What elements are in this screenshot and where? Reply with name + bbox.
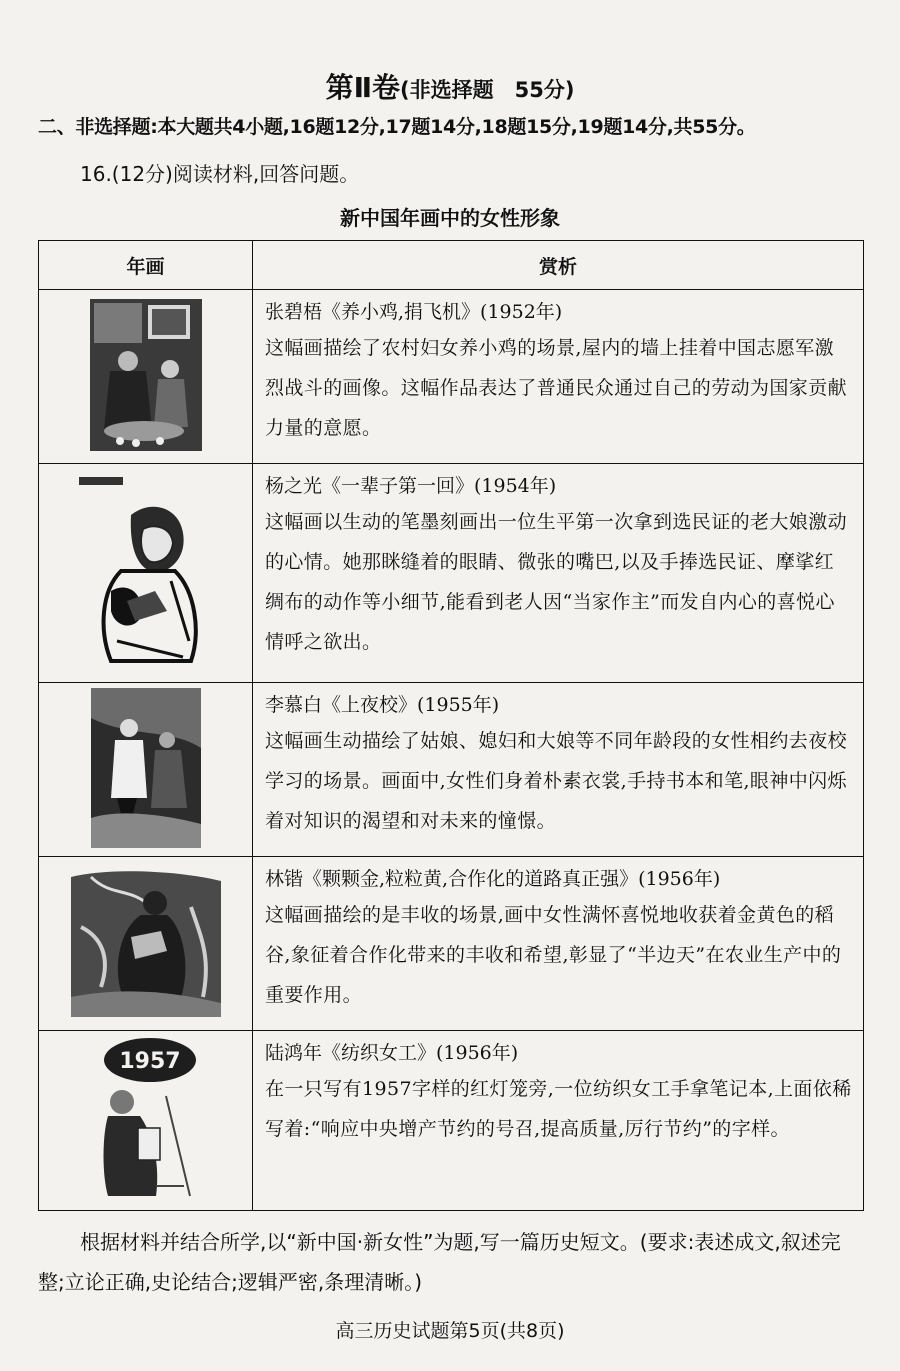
lantern-text: 1957 — [118, 1048, 181, 1074]
painting-image — [90, 299, 202, 451]
work-description: 这幅画描绘了农村妇女养小鸡的场景,屋内的墙上挂着中国志愿军激烈战斗的画像。这幅作品表达了普通民众通过自己的劳动为国家贡献力量的意愿。 — [265, 337, 848, 439]
page-footer: 高三历史试题第5页(共8页) — [335, 1320, 565, 1342]
painting-cell — [39, 1031, 253, 1211]
painting-image — [71, 867, 221, 1017]
writing-task: 根据材料并结合所学,以“新中国·新女性”为题,写一篇历史短文。(要求:表述成文,叙述完整;立论正确,史论结合;逻辑严密,条理清晰。) — [38, 1230, 841, 1294]
painting-table — [38, 240, 864, 1211]
appreciation-cell — [253, 1031, 864, 1211]
table-title: 新中国年画中的女性形象 — [340, 206, 560, 230]
section-subtitle: (非选择题 55分) — [400, 78, 575, 102]
painting-cell — [39, 290, 253, 464]
table-row — [39, 290, 864, 464]
painting-cell — [39, 857, 253, 1031]
table-row — [39, 1031, 864, 1211]
part-instruction: 二、非选择题:本大题共4小题,16题12分,17题14分,18题15分,19题14分,共55分。 — [38, 116, 756, 138]
work-description: 这幅画生动描绘了姑娘、媳妇和大娘等不同年龄段的女性相约去夜校学习的场景。画面中,女性们身着朴素衣裳,手持书本和笔,眼神中闪烁着对知识的渴望和对未来的憧憬。 — [265, 730, 848, 832]
work-title: 李慕白《上夜校》(1955年) — [265, 694, 500, 716]
appreciation-cell — [253, 290, 864, 464]
painting-cell — [39, 683, 253, 857]
work-description: 在一只写有1957字样的红灯笼旁,一位纺织女工手拿笔记本,上面依稀写着:“响应中央增产节约的号召,提高质量,厉行节约”的字样。 — [265, 1078, 852, 1140]
table-row — [39, 857, 864, 1031]
work-description: 这幅画以生动的笔墨刻画出一位生平第一次拿到选民证的老大娘激动的心情。她那眯缝着的眼睛、微张的嘴巴,以及手捧选民证、摩挲红绸布的动作等小细节,能看到老人因“当家作主”而发自内心的喜悦心情呼之欲出。 — [265, 511, 848, 653]
header-appreciation: 赏析 — [253, 241, 864, 290]
section-main-title: 第Ⅱ卷 — [325, 71, 401, 104]
header-painting: 年画 — [39, 241, 253, 290]
question-prompt: 16.(12分)阅读材料,回答问题。 — [80, 162, 360, 186]
table-row — [39, 464, 864, 683]
work-title: 陆鸿年《纺织女工》(1956年) — [265, 1042, 519, 1064]
work-title: 张碧梧《养小鸡,捐飞机》(1952年) — [265, 301, 563, 323]
table-header-row — [39, 241, 864, 290]
painting-cell — [39, 464, 253, 683]
work-title: 林锴《颗颗金,粒粒黄,合作化的道路真正强》(1956年) — [265, 868, 721, 890]
appreciation-cell — [253, 464, 864, 683]
painting-image — [91, 688, 201, 848]
section-heading — [0, 66, 900, 106]
appreciation-cell — [253, 857, 864, 1031]
work-description: 这幅画描绘的是丰收的场景,画中女性满怀喜悦地收获着金黄色的稻谷,象征着合作化带来的丰收和希望,彰显了“半边天”在农业生产中的重要作用。 — [265, 904, 842, 1006]
appreciation-cell — [253, 683, 864, 857]
painting-image — [71, 471, 221, 671]
table-row — [39, 683, 864, 857]
painting-image — [94, 1036, 198, 1202]
work-title: 杨之光《一辈子第一回》(1954年) — [265, 475, 557, 497]
